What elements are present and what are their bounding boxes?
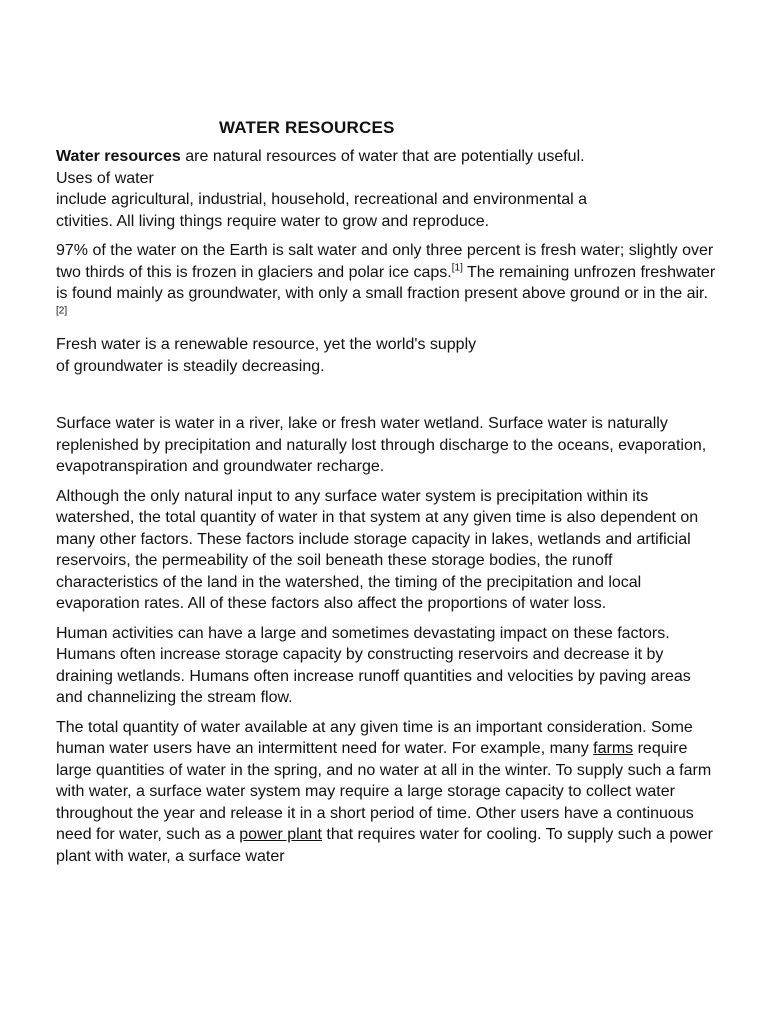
fresh-water-line1: Fresh water is a renewable resource, yet the world's supply [56, 336, 477, 353]
document-page [56, 118, 716, 875]
paragraph-natural-input: Although the only natural input to any surface water system is precipitation within its watershed, the total quantity of water in that system at any given time is also dependent on many other factors. These factors include storage capacity in lakes, wetlands and artificial reservoirs, the permeability of the soil beneath these storage bodies, the runoff characteristics of the land in the watershed, the timing of the precipitation and local evaporation rates. All of these factors also affect the proportions of water loss. [56, 487, 699, 612]
earth-water-text-b: The remaining unfrozen freshwater is found mainly as groundwater, with only a small fraction present above ground or in the air. [56, 263, 716, 302]
reference-1[interactable]: [1] [451, 262, 463, 274]
total-quantity-text-c: that requires water for cooling. To supply such a power plant with water, a surface water [56, 826, 713, 865]
document-title: WATER RESOURCES [219, 118, 395, 137]
paragraph-total-quantity [56, 717, 716, 868]
intro-line2-text: Uses of water [56, 169, 154, 187]
farms-link[interactable]: farms [593, 740, 634, 757]
power-plant-link[interactable]: power plant [239, 826, 322, 843]
paragraph-earth-water [56, 240, 716, 326]
paragraph-human-activities: Human activities can have a large and sometimes devastating impact on these factors. Humans often increase storage capacity by constructing reservoirs and decrease it by draining wetlands. Humans often increase runoff quantities and velocities by paving areas and channelizing the stream flow. [56, 624, 691, 706]
fresh-water-line2: of groundwater is steadily decreasing. [56, 357, 325, 375]
paragraph-fresh-water [56, 334, 716, 377]
intro-line1-text: are natural resources of water that are potentially useful. [180, 148, 585, 165]
intro-lead-term: Water resources [56, 148, 181, 165]
earth-water-text-a: 97% of the water on the Earth is salt water and only three percent is fresh water; slightly over two thirds of this is frozen in glaciers and polar ice caps. [56, 242, 714, 281]
paragraph-surface-water: Surface water is water in a river, lake or fresh water wetland. Surface water is naturally replenished by precipitation and naturally lost through discharge to the oceans, evaporation, evapotranspiration and groundwater recharge. [56, 415, 707, 475]
intro-line3-text: include agricultural, industrial, household, recreational and environmental a [56, 191, 587, 208]
reference-2[interactable]: [2] [56, 305, 68, 317]
paragraph-intro [56, 146, 716, 232]
section-spacer [56, 385, 716, 413]
total-quantity-text-a: The total quantity of water available at any given time is an important consideration. Some human water users have an intermittent need for water. For example, many [56, 718, 693, 757]
total-quantity-text-b: require large quantities of water in the spring, and no water at all in the winter. To supply such a farm with water, a surface water system may require a large storage capacity to collect water throughout the year and release it in a short period of time. Other users have a continuous need for water, such as a [56, 740, 712, 843]
intro-line4-text: ctivities. All living things require water to grow and reproduce. [56, 212, 490, 230]
